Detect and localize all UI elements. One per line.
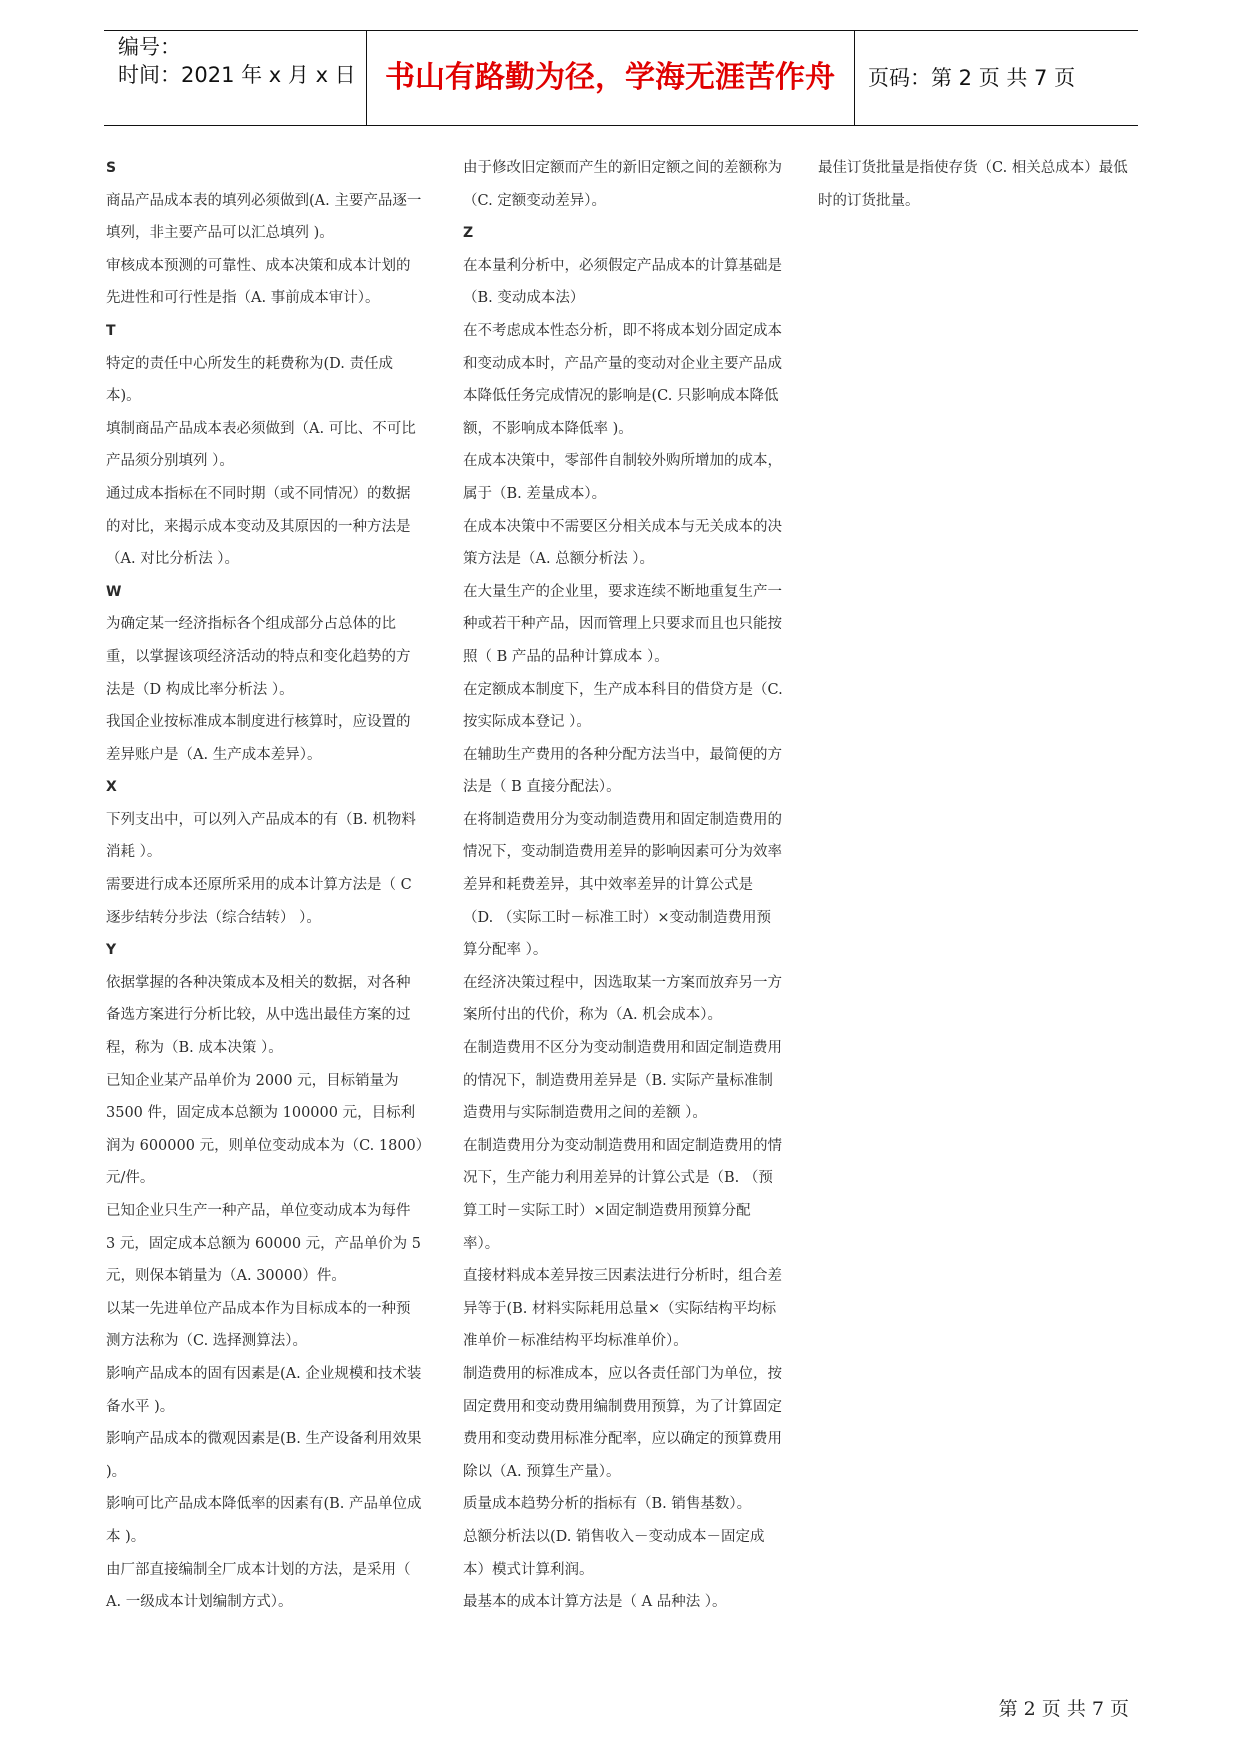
question-item: 在将制造费用分为变动制造费用和固定制造费用的情况下，变动制造费用差异的影响因素可分为效率差异和耗费差异，其中效率差异的计算公式是（D. （实际工时－标准工时）×变动制造费用预算分配率 ）。 (463, 811, 782, 959)
question-item: 特定的责任中心所发生的耗费称为(D. 责任成本)。 (106, 355, 393, 405)
question-item: 质量成本趋势分析的指标有（B. 销售基数）。 (463, 1496, 752, 1513)
section-letter: T (106, 322, 116, 339)
question-item: 为确定某一经济指标各个组成部分占总体的比重，以掌握该项经济活动的特点和变化趋势的方法是（D 构成比率分析法 ）。 (106, 616, 411, 698)
question-item: 审核成本预测的可靠性、成本决策和成本计划的先进性和可行性是指（A. 事前成本审计）。 (106, 257, 411, 307)
question-item: 在经济决策过程中，因选取某一方案而放弃另一方案所付出的代价，称为（A. 机会成本）。 (463, 974, 782, 1024)
question-item: 由厂部直接编制全厂成本计划的方法，是采用（ A. 一级成本计划编制方式）。 (106, 1561, 411, 1611)
page-header (104, 30, 1138, 126)
section-letter: S (106, 160, 117, 176)
question-item: 在不考虑成本性态分析，即不将成本划分固定成本和变动成本时，产品产量的变动对企业主要产品成本降低任务完成情况的影响是(C. 只影响成本降低额，不影响成本降低率 )。 (463, 322, 782, 437)
text-column-3 (818, 152, 1138, 217)
question-item: 填制商品产品成本表必须做到（A. 可比、不可比产品须分别填列 ）。 (106, 420, 416, 470)
section-letter: W (106, 583, 122, 600)
time-label: 时间：2021 年 x 月 x 日 (118, 63, 356, 87)
question-item: 在本量利分析中，必须假定产品成本的计算基础是（B. 变动成本法） (463, 257, 782, 307)
question-item: 在成本决策中不需要区分相关成本与无关成本的决策方法是（A. 总额分析法 ）。 (463, 518, 782, 568)
question-item: 需要进行成本还原所采用的成本计算方法是（ C 逐步结转分步法（综合结转） ）。 (106, 877, 412, 926)
question-item: 已知企业某产品单价为 2000 元，目标销量为 3500 件，固定成本总额为 100000 元，目标利润为 600000 元，则单位变动成本为（C. 1800）元/件。 (106, 1072, 424, 1187)
question-item: 由于修改旧定额而产生的新旧定额之间的差额称为（C. 定额变动差异）。 (463, 160, 782, 209)
header-right-cell (854, 31, 1138, 125)
question-item: 总额分析法以(D. 销售收入－变动成本－固定成本）模式计算利润。 (463, 1528, 765, 1578)
question-item: 在成本决策中，零部件自制较外购所增加的成本，属于（B. 差量成本）。 (463, 453, 782, 502)
question-item: 在定额成本制度下，生产成本科目的借贷方是（C. 按实际成本登记 ）。 (463, 681, 783, 731)
question-item: 在制造费用分为变动制造费用和固定制造费用的情况下，生产能力利用差异的计算公式是（B. （预算工时－实际工时）×固定制造费用预算分配率）。 (463, 1137, 782, 1252)
question-item: 影响产品成本的微观因素是(B. 生产设备利用效果 )。 (106, 1431, 422, 1480)
question-item: 下列支出中，可以列入产品成本的有（B. 机物料消耗 ）。 (106, 811, 416, 861)
question-item: 在制造费用不区分为变动制造费用和固定制造费用的情况下，制造费用差异是（B. 实际产量标准制造费用与实际制造费用之间的差额 ）。 (463, 1040, 782, 1122)
section-letter: X (106, 779, 117, 796)
question-item: 依据掌握的各种决策成本及相关的数据，对各种备选方案进行分析比较，从中选出最佳方案的过程，称为（B. 成本决策 ）。 (106, 974, 411, 1057)
question-item: 以某一先进单位产品成本作为目标成本的一种预测方法称为（C. 选择测算法）。 (106, 1300, 411, 1350)
question-item: 最佳订货批量是指使存货（C. 相关总成本）最低时的订货批量。 (818, 160, 1128, 209)
question-item: 在大量生产的企业里，要求连续不断地重复生产一种或若干种产品，因而管理上只要求而且也只能按照（ B 产品的品种计算成本 ）。 (463, 583, 782, 665)
section-letter: Y (106, 942, 117, 959)
question-item: 通过成本指标在不同时期（或不同情况）的数据的对比，来揭示成本变动及其原因的一种方法是（A. 对比分析法 ）。 (106, 485, 411, 568)
question-item: 商品产品成本表的填列必须做到(A. 主要产品逐一填列，非主要产品可以汇总填列 )。 (106, 192, 422, 242)
question-item: 最基本的成本计算方法是（ A 品种法 ）。 (463, 1594, 727, 1611)
header-page-info: 页码：第 2 页 共 7 页 (868, 66, 1076, 90)
question-item: 已知企业只生产一种产品，单位变动成本为每件 3 元，固定成本总额为 60000 元，产品单价为 5 元，则保本销量为（A. 30000）件。 (106, 1203, 422, 1285)
header-middle-cell (366, 31, 855, 125)
header-left-cell (104, 31, 367, 125)
question-item: 我国企业按标准成本制度进行核算时，应设置的差异账户是（A. 生产成本差异）。 (106, 714, 411, 763)
header-motto: 书山有路勤为径，学海无涯苦作舟 (385, 60, 835, 95)
question-item: 制造费用的标准成本，应以各责任部门为单位，按固定费用和变动费用编制费用预算，为了计算固定费用和变动费用标准分配率，应以确定的预算费用除以（A. 预算生产量）。 (463, 1365, 782, 1480)
question-item: 直接材料成本差异按三因素法进行分析时，组合差异等于(B. 材料实际耗用总量×（实际结构平均标准单价－标准结构平均标准单价）。 (463, 1268, 782, 1350)
question-item: 影响产品成本的固有因素是(A. 企业规模和技术装备水平 )。 (106, 1365, 422, 1415)
question-item: 在辅助生产费用的各种分配方法当中，最简便的方法是（ B 直接分配法）。 (463, 746, 782, 796)
text-column-2 (463, 152, 783, 1619)
section-letter: Z (463, 225, 474, 242)
code-label: 编号： (118, 35, 181, 59)
question-item: 影响可比产品成本降低率的因素有(B. 产品单位成本 )。 (106, 1496, 422, 1545)
text-column-1 (106, 152, 424, 1619)
page-footer: 第 2 页 共 7 页 (998, 1698, 1129, 1720)
